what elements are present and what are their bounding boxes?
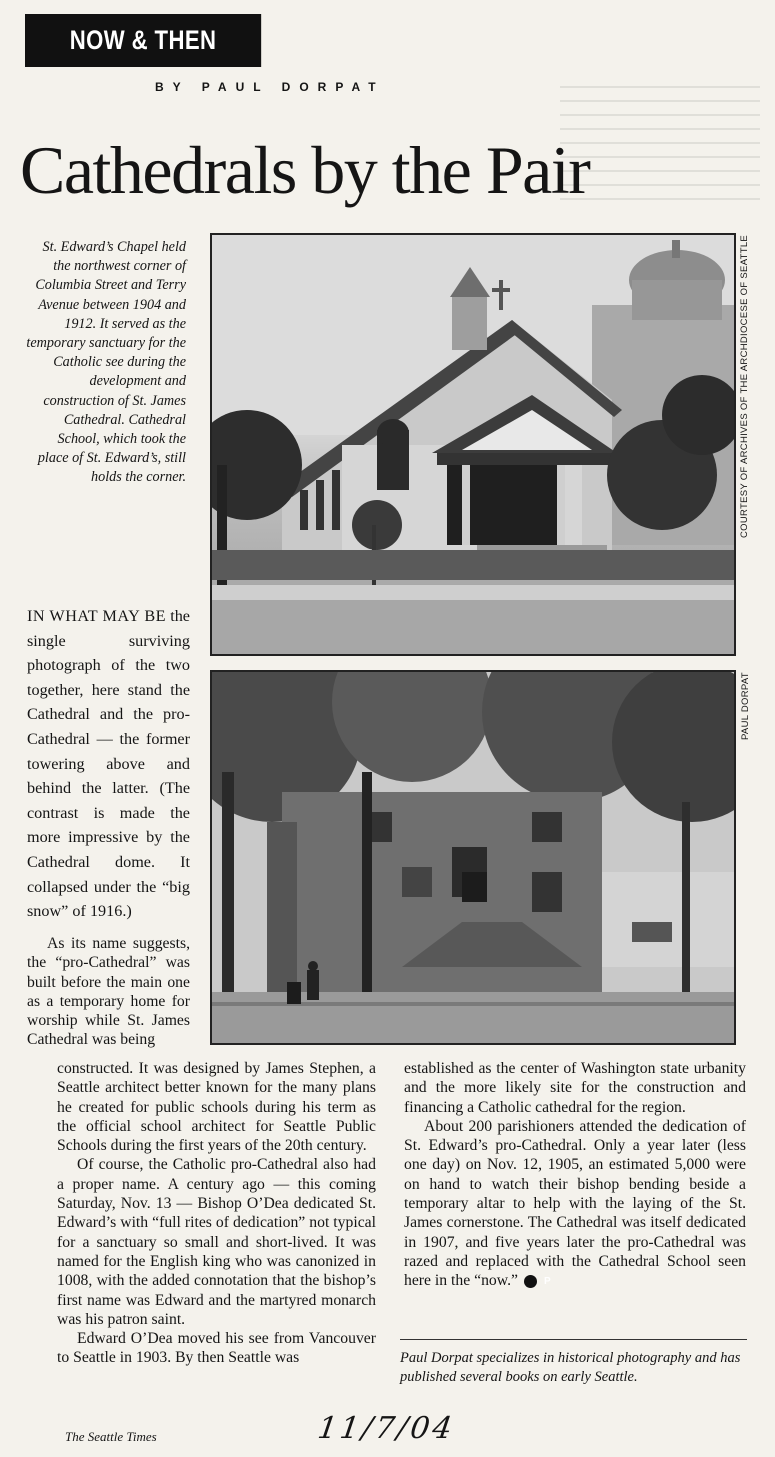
now-photo-illustration xyxy=(212,672,734,1043)
paragraph-5: About 200 parishioners attended the dedication of St. Edward’s pro-Cathedral. Only a year later (less one day) on Nov. 12, 1905, an estimated 5,000 were on hand to watch their bishop bending beside a temporary altar to help with the laying of the St. James cornerstone. The Cathedral was itself dedicated in 1907, and five years later the pro-Cathedral was razed and replaced with the Cathedral School seen here in the “now.” xyxy=(404,1117,746,1290)
article-intro xyxy=(27,604,190,924)
intro-text: the single surviving photograph of the two together, here stand the Cathedral and the pro-Cathedral — the former towering above and behind the latter. (The contrast is made the more impressive by the Cathedral dome. It collapsed under the “big snow” of 1916.) xyxy=(27,607,190,921)
handwritten-date: 11/7/04 xyxy=(315,1411,458,1446)
photo-caption: St. Edward’s Chapel held the northwest corner of Columbia Street and Terry Avenue between 1904 and 1912. It served as the temporary sanctuary for the Catholic see during the development and construction of St. James Cathedral. Cathedral School, which took the place of St. Edward’s, still holds the corner. xyxy=(26,239,186,486)
then-photo-illustration xyxy=(212,235,734,654)
article-paragraph-narrow xyxy=(27,934,190,1050)
then-photo-st-edwards-chapel xyxy=(210,233,736,656)
paragraph-2-start: As its name suggests, the “pro-Cathedral” was built before the main one as a temporary home for worship while St. James Cathedral was being xyxy=(27,935,190,1049)
lead-in: IN WHAT MAY BE xyxy=(27,607,167,625)
then-photo-credit: COURTESY OF ARCHIVES OF THE ARCHDIOCESE OF SEATTLE xyxy=(739,234,750,538)
now-photo-credit: PAUL DORPAT xyxy=(740,672,751,740)
end-mark-icon: P xyxy=(524,1275,537,1288)
publication-name: The Seattle Times xyxy=(65,1429,157,1444)
article-column-right xyxy=(404,1059,746,1291)
bio-divider xyxy=(400,1339,747,1340)
paragraph-4-cont: established as the center of Washington state urbanity and the more likely site for the construction and financing a Catholic cathedral for the region. xyxy=(404,1060,746,1116)
paragraph-3: Of course, the Catholic pro-Cathedral also had a proper name. A century ago — this coming Saturday, Nov. 13 — Bishop O’Dea dedicated St. Edward’s with “full rites of dedication” not typical for a sanctuary so small and short-lived. It was named for the English king who was canonized in 1008, with the added connotation that the bishop’s first name was Edward and the martyred monarch was his patron saint. xyxy=(57,1156,376,1328)
now-photo-cathedral-school xyxy=(210,670,736,1045)
bleed-through-texture xyxy=(560,86,760,206)
column-masthead: NOW & THEN xyxy=(25,14,261,67)
paragraph-4: Edward O’Dea moved his see from Vancouver to Seattle in 1903. By then Seattle was xyxy=(57,1330,376,1367)
author-bio: Paul Dorpat specializes in historical photography and has published several books on early Seattle. xyxy=(400,1350,741,1385)
paragraph-2-cont: constructed. It was designed by James Stephen, a Seattle architect better known for the many plans he created for public schools during his term as the official school architect for Seattle Public Schools during the first years of the 20th century. xyxy=(57,1060,376,1155)
headline: Cathedrals by the Pair xyxy=(20,132,590,208)
article-column-left xyxy=(57,1059,376,1368)
byline: BY PAUL DORPAT xyxy=(155,80,385,94)
